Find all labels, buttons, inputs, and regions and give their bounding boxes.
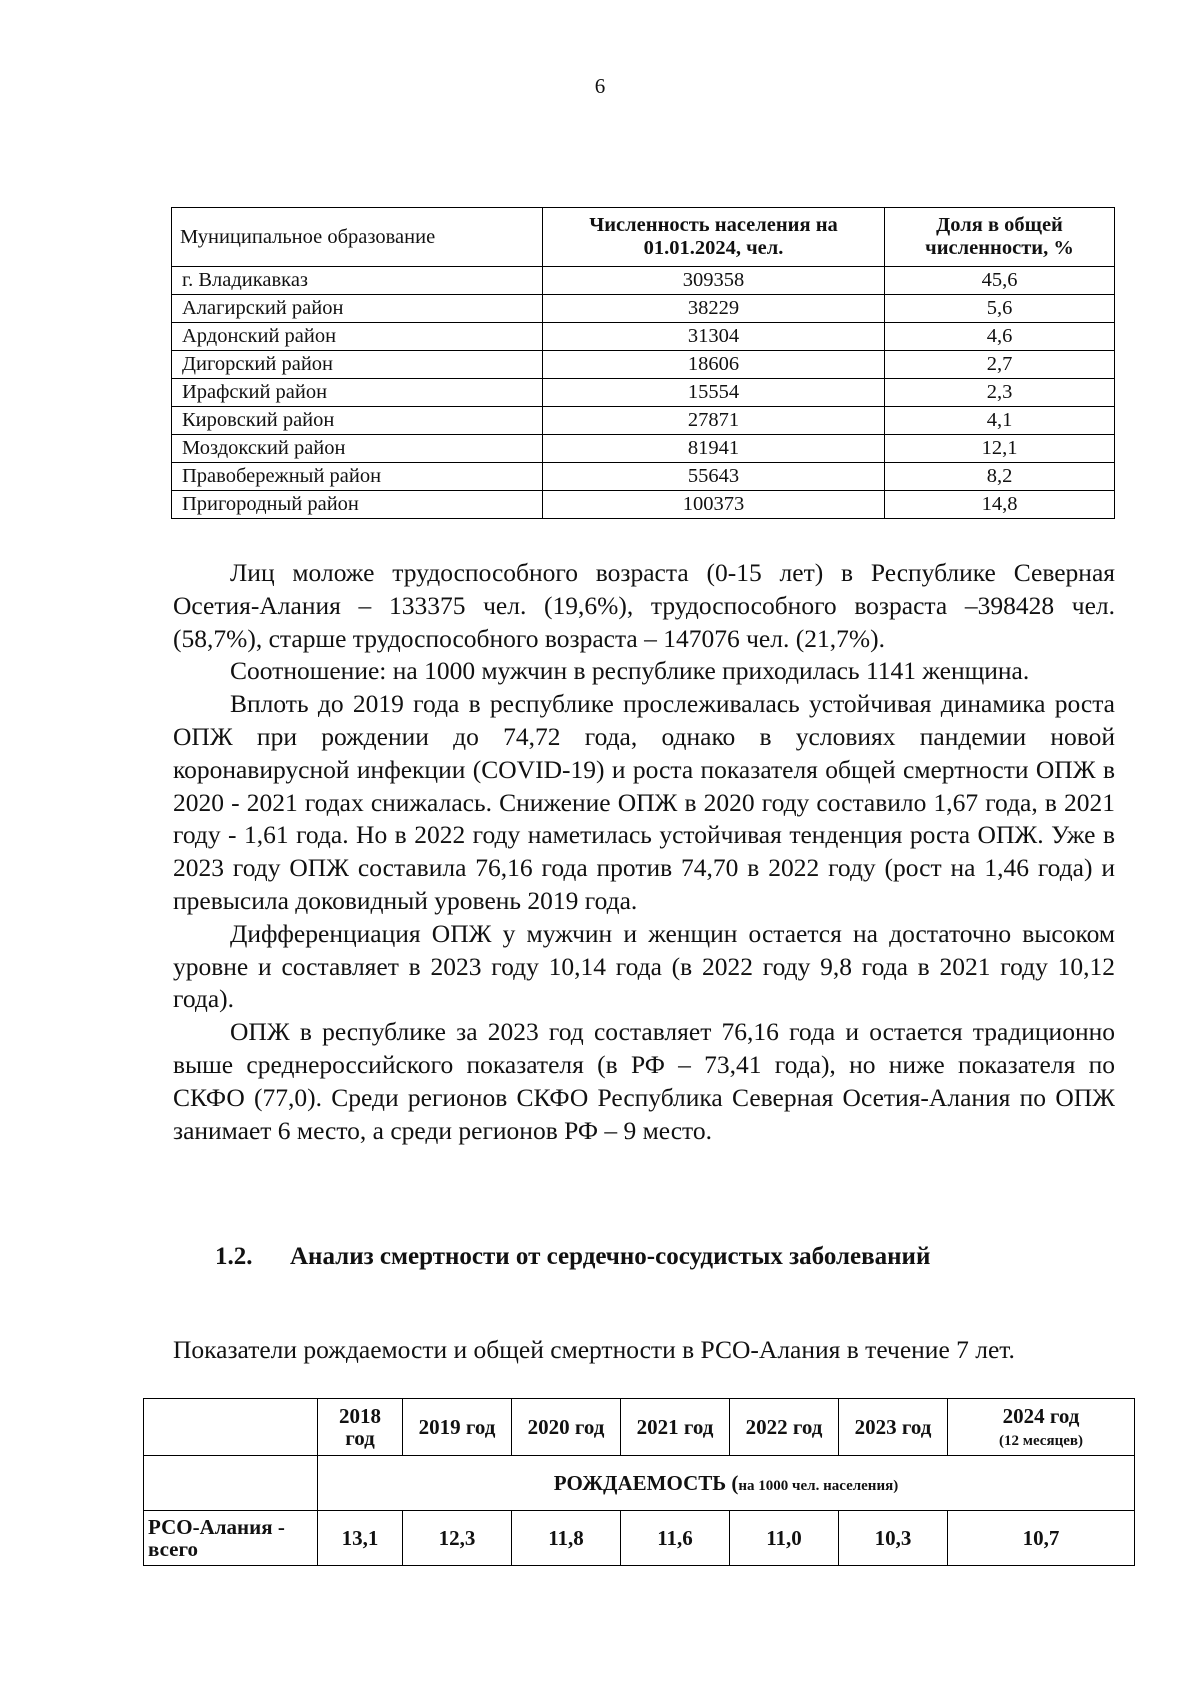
- birth-mortality-table: [143, 1398, 1135, 1566]
- population-value: 55643: [543, 463, 885, 491]
- table-row: [172, 463, 1115, 491]
- table-row: [172, 323, 1115, 351]
- birth-section-title: [318, 1456, 1135, 1511]
- year-note: (12 месяцев): [999, 1432, 1083, 1449]
- table-row: [172, 491, 1115, 519]
- section-number: 1.2.: [215, 1243, 253, 1270]
- table-row: [144, 1511, 1135, 1566]
- birth-rate-value: 11,0: [730, 1511, 839, 1566]
- share-value: 4,1: [885, 407, 1115, 435]
- year-label: 2024 год: [1002, 1403, 1080, 1428]
- year-header-last: [948, 1399, 1135, 1456]
- year-header: 2020 год: [512, 1399, 621, 1456]
- table-row: [172, 435, 1115, 463]
- population-value: 31304: [543, 323, 885, 351]
- municipality-name: Дигорский район: [172, 351, 543, 379]
- municipality-name: Ардонский район: [172, 323, 543, 351]
- years-header-row: [144, 1399, 1135, 1456]
- year-header: 2022 год: [730, 1399, 839, 1456]
- year-header: 2023 год: [839, 1399, 948, 1456]
- share-column-header: Доля в общей численности, %: [885, 208, 1115, 267]
- stats-table-caption: Показатели рождаемости и общей смертности в РСО-Алания в течение 7 лет.: [173, 1335, 1015, 1364]
- municipality-name: г. Владикавказ: [172, 267, 543, 295]
- paragraph-gender-differentiation: Дифференциация ОПЖ у мужчин и женщин остается на достаточно высоком уровне и составляет в 2023 году 10,14 года (в 2022 году 9,8 года в 2021 году 10,12 года).: [173, 918, 1115, 1014]
- share-value: 2,7: [885, 351, 1115, 379]
- municipality-name: Пригородный район: [172, 491, 543, 519]
- paragraph-age-groups: Лиц моложе трудоспособного возраста (0-15 лет) в Республике Северная Осетия-Алания – 133375 чел. (19,6%), трудоспособного возраста –398428 чел. (58,7%), старше трудоспособного возраста – 147076 чел. (21,7%).: [173, 558, 1115, 653]
- population-value: 38229: [543, 295, 885, 323]
- year-header: 2021 год: [621, 1399, 730, 1456]
- year-header: 2019 год: [403, 1399, 512, 1456]
- paragraph-life-expectancy-dynamics: Вплоть до 2019 года в республике прослеживалась устойчивая динамика роста ОПЖ при рождении до 74,72 года, однако в условиях пандемии новой коронавирусной инфекции (COVID-19) и роста показателя общей смертности ОПЖ в 2020 - 2021 годах снижалась. Снижение ОПЖ в 2020 году составило 1,67 года, в 2021 году - 1,61 года. Но в 2022 году наметилась устойчивая тенденция роста ОПЖ. Уже в 2023 году ОПЖ составила 76,16 года против 74,70 в 2022 году (рост на 1,46 года) и превысила доковидный уровень 2019 года.: [173, 689, 1115, 915]
- share-value: 45,6: [885, 267, 1115, 295]
- birth-rate-value: 10,3: [839, 1511, 948, 1566]
- year-header: 2018 год: [318, 1399, 403, 1456]
- share-value: 12,1: [885, 435, 1115, 463]
- empty-corner-cell: [144, 1399, 318, 1456]
- birth-section-row: [144, 1456, 1135, 1511]
- page-number: 6: [594, 74, 606, 98]
- share-value: 2,3: [885, 379, 1115, 407]
- table-row: [172, 267, 1115, 295]
- birth-rate-value: 11,6: [621, 1511, 730, 1566]
- municipality-name: Ирафский район: [172, 379, 543, 407]
- table-row: [172, 407, 1115, 435]
- municipality-name: Алагирский район: [172, 295, 543, 323]
- row-label: РСО-Алания - всего: [144, 1511, 318, 1566]
- population-value: 27871: [543, 407, 885, 435]
- population-table-header: [172, 208, 1115, 267]
- population-value: 309358: [543, 267, 885, 295]
- section-title: Анализ смертности от сердечно-сосудистых заболеваний: [290, 1243, 931, 1270]
- population-value: 18606: [543, 351, 885, 379]
- birth-rate-value: 13,1: [318, 1511, 403, 1566]
- share-value: 8,2: [885, 463, 1115, 491]
- birth-rate-value: 10,7: [948, 1511, 1135, 1566]
- birth-section-note: на 1000 чел. населения): [738, 1477, 899, 1494]
- share-value: 4,6: [885, 323, 1115, 351]
- municipality-column-header: Муниципальное образование: [172, 208, 543, 267]
- share-value: 14,8: [885, 491, 1115, 519]
- population-value: 15554: [543, 379, 885, 407]
- population-column-header: Численность населения на 01.01.2024, чел.: [543, 208, 885, 267]
- share-value: 5,6: [885, 295, 1115, 323]
- paragraph-life-expectancy-ranking: ОПЖ в республике за 2023 год составляет 76,16 года и остается традиционно выше среднероссийского показателя (в РФ – 73,41 года), но ниже показателя по СКФО (77,0). Среди регионов СКФО Республика Северная Осетия-Алания по ОПЖ занимает 6 место, а среди регионов РФ – 9 место.: [173, 1017, 1115, 1145]
- population-table: [171, 207, 1115, 519]
- municipality-name: Кировский район: [172, 407, 543, 435]
- municipality-name: Правобережный район: [172, 463, 543, 491]
- birth-rate-value: 12,3: [403, 1511, 512, 1566]
- paragraph-gender-ratio: Соотношение: на 1000 мужчин в республике приходилась 1141 женщина.: [230, 656, 1030, 686]
- municipality-name: Моздокский район: [172, 435, 543, 463]
- body-text: [173, 557, 1115, 1147]
- empty-label-cell: [144, 1456, 318, 1511]
- population-value: 100373: [543, 491, 885, 519]
- section-heading: [215, 1243, 930, 1271]
- table-row: [172, 351, 1115, 379]
- birth-rate-value: 11,8: [512, 1511, 621, 1566]
- table-row: [172, 379, 1115, 407]
- birth-section-label: РОЖДАЕМОСТЬ (: [553, 1470, 739, 1495]
- table-row: [172, 295, 1115, 323]
- population-value: 81941: [543, 435, 885, 463]
